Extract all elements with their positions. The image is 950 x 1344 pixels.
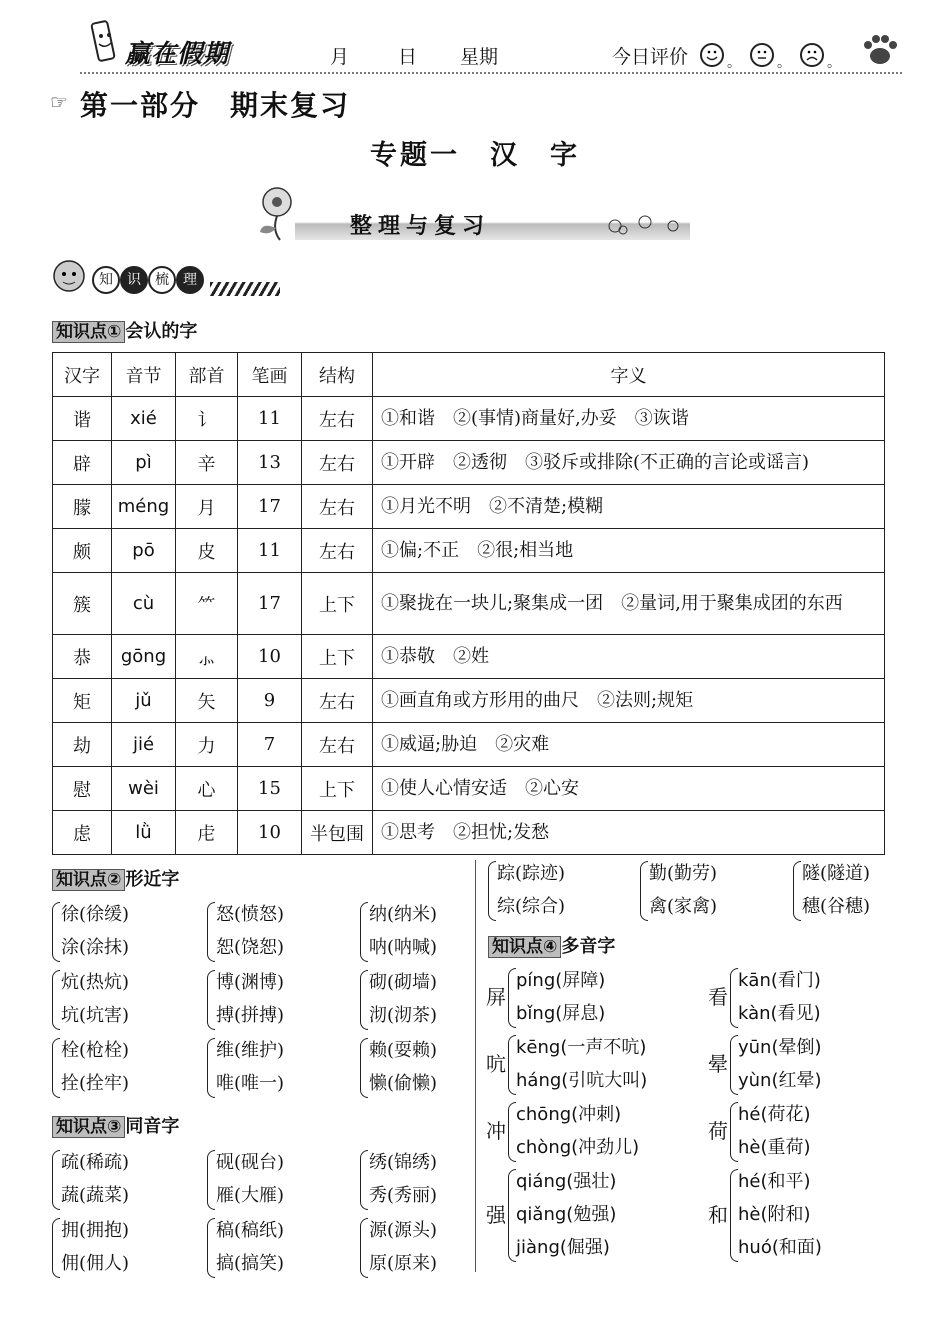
brace-icon	[52, 1218, 60, 1278]
polyphone-char: 看	[708, 985, 728, 1009]
char-pair	[360, 1034, 437, 1100]
cell-structure: 上下	[302, 767, 373, 811]
char-pair	[488, 857, 565, 923]
cell-pinyin: gōng	[112, 635, 176, 679]
char-pair	[207, 1214, 284, 1280]
polyphone-reading: yūn(晕倒)	[738, 1037, 822, 1058]
brace-icon	[640, 861, 648, 921]
topic-title: 专题一 汉 字	[370, 140, 580, 171]
cell-strokes: 17	[238, 485, 302, 529]
badge-hatch	[210, 282, 280, 296]
cell-radical: 力	[176, 723, 238, 767]
polyphone-reading: kēng(一声不吭)	[516, 1037, 647, 1058]
pair-item: 踪(踪迹)	[497, 863, 566, 884]
pair-item: 涂(涂抹)	[61, 937, 130, 958]
polyphone-reading: kàn(看见)	[738, 1003, 821, 1024]
rating-label: 今日评价	[612, 46, 689, 68]
char-pair	[360, 1146, 437, 1212]
polyphone-reading: hé(和平)	[738, 1171, 811, 1192]
kp3-heading	[52, 1112, 179, 1138]
pair-item: 栓(枪栓)	[61, 1040, 130, 1061]
cell-radical: 月	[176, 485, 238, 529]
cell-meaning: ①思考 ②担忧;发愁	[373, 811, 885, 855]
polyphone-reading: píng(屏障)	[516, 970, 606, 991]
table-row	[53, 811, 885, 855]
polyphone-reading: hè(重荷)	[738, 1137, 811, 1158]
cell-strokes: 9	[238, 679, 302, 723]
cell-radical: 矢	[176, 679, 238, 723]
polyphone-reading: chōng(冲刺)	[516, 1104, 622, 1125]
kp2-heading	[52, 865, 179, 891]
brace-icon	[52, 1150, 60, 1210]
pair-item: 综(综合)	[497, 896, 566, 917]
cell-radical: 心	[176, 767, 238, 811]
day-label: 日	[398, 46, 418, 68]
brace-icon	[52, 902, 60, 962]
table-row	[53, 635, 885, 679]
char-pair	[640, 857, 717, 923]
table-header: 笔画	[238, 353, 302, 397]
polyphone-reading: qiáng(强壮)	[516, 1171, 617, 1192]
cell-char: 矩	[53, 679, 112, 723]
kp3-label: 知识点③	[52, 1116, 125, 1138]
pair-item: 沏(沏茶)	[369, 1005, 438, 1026]
char-pair	[52, 1146, 129, 1212]
brace-icon	[508, 1102, 516, 1162]
rating-separator: 。	[727, 55, 741, 71]
char-pair	[207, 898, 284, 964]
pair-item: 呐(呐喊)	[369, 937, 438, 958]
week-label: 星期	[460, 46, 499, 68]
kp4-label: 知识点④	[488, 936, 561, 958]
cell-meaning: ①使人心情安适 ②心安	[373, 767, 885, 811]
char-pair	[52, 1034, 129, 1100]
polyphone-reading: yùn(红晕)	[738, 1070, 822, 1091]
kp1-label: 知识点①	[52, 321, 125, 343]
char-pair	[207, 1146, 284, 1212]
cell-meaning: ①偏;不正 ②很;相当地	[373, 529, 885, 573]
cell-pinyin: xié	[112, 397, 176, 441]
pair-item: 搞(搞笑)	[216, 1253, 285, 1274]
brace-icon	[360, 1038, 368, 1098]
polyphone-char: 吭	[486, 1052, 506, 1076]
polyphone-reading: kān(看门)	[738, 970, 821, 991]
brand-title: 赢在假期	[125, 39, 230, 68]
pair-item: 搏(拼搏)	[216, 1005, 285, 1026]
cell-char: 朦	[53, 485, 112, 529]
pair-item: 雁(大雁)	[216, 1185, 285, 1206]
pair-item: 砌(砌墙)	[369, 972, 438, 993]
pair-item: 懒(偷懒)	[369, 1073, 438, 1094]
cell-radical: 讠	[176, 397, 238, 441]
pair-item: 砚(砚台)	[216, 1152, 285, 1173]
pair-item: 徐(徐缓)	[61, 904, 130, 925]
kp4-title: 多音字	[561, 936, 616, 957]
pair-item: 原(原来)	[369, 1253, 438, 1274]
brace-icon	[360, 902, 368, 962]
polyphone-reading: jiàng(倔强)	[516, 1237, 610, 1258]
cell-radical: ⺗	[176, 635, 238, 679]
pair-item: 唯(唯一)	[216, 1073, 285, 1094]
char-pair	[360, 966, 437, 1032]
pair-item: 博(渊博)	[216, 972, 285, 993]
cell-strokes: 15	[238, 767, 302, 811]
cell-strokes: 11	[238, 529, 302, 573]
student-avatar-icon	[52, 258, 86, 298]
cell-pinyin: pì	[112, 441, 176, 485]
pair-item: 秀(秀丽)	[369, 1185, 438, 1206]
rating-separator: 。	[827, 55, 841, 71]
char-pair	[207, 966, 284, 1032]
kp4-heading	[488, 932, 615, 958]
cell-strokes: 11	[238, 397, 302, 441]
cell-meaning: ①恭敬 ②姓	[373, 635, 885, 679]
cell-radical: 皮	[176, 529, 238, 573]
cell-pinyin: jǔ	[112, 679, 176, 723]
pair-item: 源(源头)	[369, 1220, 438, 1241]
brace-icon	[508, 1169, 516, 1262]
kp3-title: 同音字	[125, 1116, 180, 1137]
table-row	[53, 441, 885, 485]
bubbles-icon	[605, 212, 685, 242]
polyphone-reading: chòng(冲劲儿)	[516, 1137, 640, 1158]
polyphone-reading: hè(附和)	[738, 1204, 811, 1225]
pair-item: 拴(拴牢)	[61, 1073, 130, 1094]
cell-meaning: ①画直角或方形用的曲尺 ②法则;规矩	[373, 679, 885, 723]
table-row	[53, 767, 885, 811]
cell-char: 颇	[53, 529, 112, 573]
char-pair	[52, 966, 129, 1032]
cell-pinyin: wèi	[112, 767, 176, 811]
cell-char: 恭	[53, 635, 112, 679]
polyphone-reading: háng(引吭大叫)	[516, 1070, 648, 1091]
kp1-title: 会认的字	[125, 321, 198, 342]
pair-item: 恕(饶恕)	[216, 937, 285, 958]
char-pair	[360, 1214, 437, 1280]
cell-strokes: 17	[238, 573, 302, 635]
cell-char: 谐	[53, 397, 112, 441]
table-row	[53, 723, 885, 767]
kp2-label: 知识点②	[52, 869, 125, 891]
brace-icon	[207, 1038, 215, 1098]
cell-char: 慰	[53, 767, 112, 811]
happy-face-icon[interactable]	[700, 43, 724, 67]
table-header: 部首	[176, 353, 238, 397]
brace-icon	[730, 1035, 738, 1095]
polyphone-char: 荷	[708, 1119, 728, 1143]
pair-item: 拥(拥抱)	[61, 1220, 130, 1241]
polyphone-reading: bǐng(屏息)	[516, 1003, 606, 1024]
cell-structure: 左右	[302, 397, 373, 441]
pair-item: 疏(稀疏)	[61, 1152, 130, 1173]
table-header: 汉字	[53, 353, 112, 397]
neutral-face-icon[interactable]	[750, 43, 774, 67]
cell-char: 辟	[53, 441, 112, 485]
pair-item: 蔬(蔬菜)	[61, 1185, 130, 1206]
brace-icon	[508, 1035, 516, 1095]
kp1-heading	[52, 317, 197, 343]
cell-structure: 左右	[302, 485, 373, 529]
pair-item: 坑(坑害)	[61, 1005, 130, 1026]
knowledge-badge-char: 知	[92, 266, 120, 294]
pair-item: 赖(耍赖)	[369, 1040, 438, 1061]
cell-structure: 左右	[302, 723, 373, 767]
cell-radical: 辛	[176, 441, 238, 485]
pointing-hand-icon: ☞	[50, 90, 68, 114]
banner-title: 整理与复习	[350, 213, 491, 239]
cell-char: 劫	[53, 723, 112, 767]
cell-pinyin: jié	[112, 723, 176, 767]
polyphone-char: 和	[708, 1202, 728, 1227]
pair-item: 维(维护)	[216, 1040, 285, 1061]
char-pair	[207, 1034, 284, 1100]
polyphone-char: 晕	[708, 1052, 728, 1076]
cell-meaning: ①聚拢在一块儿;聚集成一团 ②量词,用于聚集成团的东西	[373, 573, 885, 635]
brace-icon	[360, 1218, 368, 1278]
sad-face-icon[interactable]	[800, 43, 824, 67]
polyphone-reading: huó(和面)	[738, 1237, 822, 1258]
table-row	[53, 397, 885, 441]
polyphone-reading: hé(荷花)	[738, 1104, 811, 1125]
cell-structure: 左右	[302, 441, 373, 485]
knowledge-badge-char: 梳	[148, 266, 176, 294]
header-divider	[80, 72, 902, 74]
table-header: 字义	[373, 353, 885, 397]
char-pair	[52, 898, 129, 964]
brace-icon	[730, 1169, 738, 1262]
month-label: 月	[330, 46, 350, 68]
char-pair	[52, 1214, 129, 1280]
brace-icon	[730, 1102, 738, 1162]
cell-pinyin: lǜ	[112, 811, 176, 855]
polyphone-char: 冲	[486, 1119, 506, 1143]
brace-icon	[488, 861, 496, 921]
brace-icon	[360, 1150, 368, 1210]
part-title: 第一部分 期末复习	[80, 89, 351, 122]
brace-icon	[207, 902, 215, 962]
pair-item: 佣(佣人)	[61, 1253, 130, 1274]
pair-item: 炕(热炕)	[61, 972, 130, 993]
rating-separator: 。	[777, 55, 791, 71]
brace-icon	[52, 1038, 60, 1098]
brace-icon	[207, 1218, 215, 1278]
cell-structure: 左右	[302, 529, 373, 573]
cell-structure: 左右	[302, 679, 373, 723]
cell-strokes: 13	[238, 441, 302, 485]
char-pair	[793, 857, 870, 923]
cell-strokes: 10	[238, 635, 302, 679]
cell-structure: 上下	[302, 573, 373, 635]
paw-print-icon	[860, 32, 900, 72]
char-pair	[360, 898, 437, 964]
kp2-title: 形近字	[125, 869, 180, 890]
pencil-mascot-icon	[85, 16, 130, 68]
cell-structure: 半包围	[302, 811, 373, 855]
pair-item: 穗(谷穗)	[802, 896, 871, 917]
table-row	[53, 529, 885, 573]
brace-icon	[207, 970, 215, 1030]
pair-item: 勤(勤劳)	[649, 863, 718, 884]
polyphone-char: 强	[486, 1202, 506, 1227]
column-divider	[475, 860, 476, 1272]
pair-item: 禽(家禽)	[649, 896, 718, 917]
brace-icon	[360, 970, 368, 1030]
cell-pinyin: méng	[112, 485, 176, 529]
knowledge-badge-char: 理	[176, 266, 204, 294]
cell-char: 簇	[53, 573, 112, 635]
cell-radical: 虍	[176, 811, 238, 855]
cell-char: 虑	[53, 811, 112, 855]
cell-strokes: 10	[238, 811, 302, 855]
cell-meaning: ①开辟 ②透彻 ③驳斥或排除(不正确的言论或谣言)	[373, 441, 885, 485]
brace-icon	[793, 861, 801, 921]
polyphone-char: 屏	[486, 985, 506, 1009]
table-header-row	[53, 353, 885, 397]
pair-item: 隧(隧道)	[802, 863, 871, 884]
pair-item: 绣(锦绣)	[369, 1152, 438, 1173]
cell-pinyin: pō	[112, 529, 176, 573]
cell-pinyin: cù	[112, 573, 176, 635]
brace-icon	[730, 968, 738, 1028]
polyphone-reading: qiǎng(勉强)	[516, 1204, 617, 1225]
table-header: 结构	[302, 353, 373, 397]
cell-meaning: ①威逼;胁迫 ②灾难	[373, 723, 885, 767]
brace-icon	[508, 968, 516, 1028]
pair-item: 怒(愤怒)	[216, 904, 285, 925]
pair-item: 稿(稿纸)	[216, 1220, 285, 1241]
table-row	[53, 485, 885, 529]
pair-item: 纳(纳米)	[369, 904, 438, 925]
cell-meaning: ①月光不明 ②不清楚;模糊	[373, 485, 885, 529]
cell-structure: 上下	[302, 635, 373, 679]
cell-meaning: ①和谐 ②(事情)商量好,办妥 ③诙谐	[373, 397, 885, 441]
table-row	[53, 573, 885, 635]
cell-strokes: 7	[238, 723, 302, 767]
table-header: 音节	[112, 353, 176, 397]
table-row	[53, 679, 885, 723]
brace-icon	[52, 970, 60, 1030]
knowledge-badge-char: 识	[120, 266, 148, 294]
cell-radical: ⺮	[176, 573, 238, 635]
brace-icon	[207, 1150, 215, 1210]
character-table	[52, 352, 885, 855]
